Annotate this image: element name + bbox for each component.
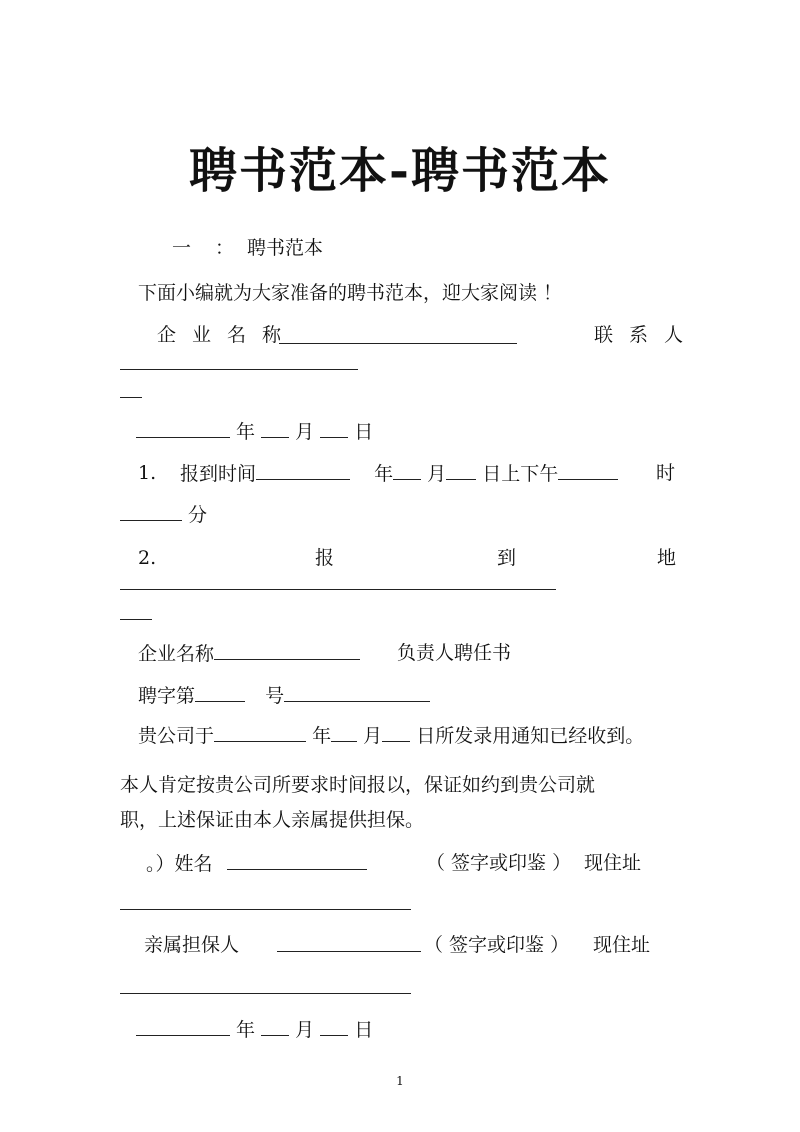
hao-blank — [284, 683, 430, 702]
item1-hour: 时 — [656, 462, 676, 484]
item1-number: 1. — [138, 462, 157, 484]
location-blank-cont — [120, 619, 152, 620]
report-time-blank — [256, 461, 350, 480]
guarantor-sign: （ 签字或印鉴 ） — [424, 934, 570, 956]
guarantor-addr: 现住址 — [593, 934, 651, 956]
item1-month-blank — [393, 461, 421, 480]
item2-char2: 到 — [497, 547, 517, 569]
contact-blank — [120, 369, 358, 370]
company2-line — [138, 641, 360, 666]
contact-label: 联系人 — [594, 324, 700, 346]
company-blank — [279, 343, 517, 344]
pinzi-blank — [195, 683, 245, 702]
day-blank — [320, 419, 348, 438]
item1-day-ampm: 日上下午 — [482, 463, 559, 485]
item2-char3: 地 — [657, 547, 677, 569]
name-blank — [227, 851, 367, 870]
gui-month-blank — [331, 723, 357, 742]
month-blank-2 — [261, 1017, 289, 1036]
day-label-2: 日 — [354, 1019, 374, 1041]
year-label: 年 — [236, 421, 256, 443]
company2-label: 企业名称 — [138, 643, 215, 665]
gui-line — [138, 723, 644, 748]
pinzi-line — [138, 683, 430, 708]
item2-char1: 报 — [315, 547, 335, 569]
item1-day-blank — [446, 461, 476, 480]
day-label: 日 — [354, 421, 374, 443]
name-addr: 现住址 — [584, 852, 642, 874]
gui-month: 月 — [363, 725, 383, 747]
heading-number: 一 — [172, 237, 192, 259]
pinzi-label: 聘字第 — [138, 685, 196, 707]
intro-text: 下面小编就为大家准备的聘书范本，迎大家阅读 ！ — [138, 282, 563, 304]
item1-month: 月 — [427, 463, 447, 485]
item1-hour-blank — [558, 461, 618, 480]
document-title: 聘书范本-聘书范本 — [189, 143, 611, 199]
contact-blank-cont — [120, 397, 142, 398]
name-line — [146, 851, 367, 876]
month-blank — [261, 419, 289, 438]
minute-line — [120, 502, 207, 527]
company2-blank — [214, 641, 360, 660]
month-label-2: 月 — [295, 1019, 315, 1041]
responsible-title: 负责人聘任书 — [397, 642, 512, 664]
name-label: 。）姓名 — [146, 853, 213, 875]
gui-tail: 日所发录用通知已经收到。 — [416, 725, 645, 747]
gui-year: 年 — [312, 725, 332, 747]
year-label-2: 年 — [236, 1019, 256, 1041]
year-blank — [136, 419, 230, 438]
item2-number: 2. — [138, 547, 157, 569]
guarantor-blank — [277, 933, 421, 952]
name-addr-blank — [120, 909, 411, 910]
year-blank-2 — [136, 1017, 230, 1036]
gui-year-blank — [214, 723, 306, 742]
item1-line — [180, 461, 618, 486]
item1-year: 年 — [374, 463, 394, 485]
minute-label: 分 — [188, 504, 208, 526]
guarantor-blank-wrap — [277, 933, 421, 958]
paragraph-line-1: 本人肯定按贵公司所要求时间报以，保证如约到贵公司就 — [120, 774, 596, 796]
company-label: 企业名称 — [157, 324, 298, 346]
report-time-label: 报到时间 — [180, 463, 257, 485]
hao-label: 号 — [265, 685, 285, 707]
minute-blank — [120, 502, 182, 521]
day-blank-2 — [320, 1017, 348, 1036]
guarantor-addr-blank — [120, 993, 411, 994]
heading-colon: ： — [215, 237, 235, 259]
gui-day-blank — [382, 723, 410, 742]
name-sign: （ 签字或印鉴 ） — [426, 852, 572, 874]
date-line — [136, 419, 373, 444]
guarantor-label: 亲属担保人 — [144, 934, 240, 956]
gui-label: 贵公司于 — [138, 725, 215, 747]
month-label: 月 — [295, 421, 315, 443]
date-line-2 — [136, 1017, 373, 1042]
location-blank — [120, 589, 556, 590]
paragraph-line-2: 职，上述保证由本人亲属提供担保。 — [120, 809, 425, 831]
heading-text: 聘书范本 — [247, 237, 324, 259]
page-number: 1 — [396, 1074, 404, 1088]
